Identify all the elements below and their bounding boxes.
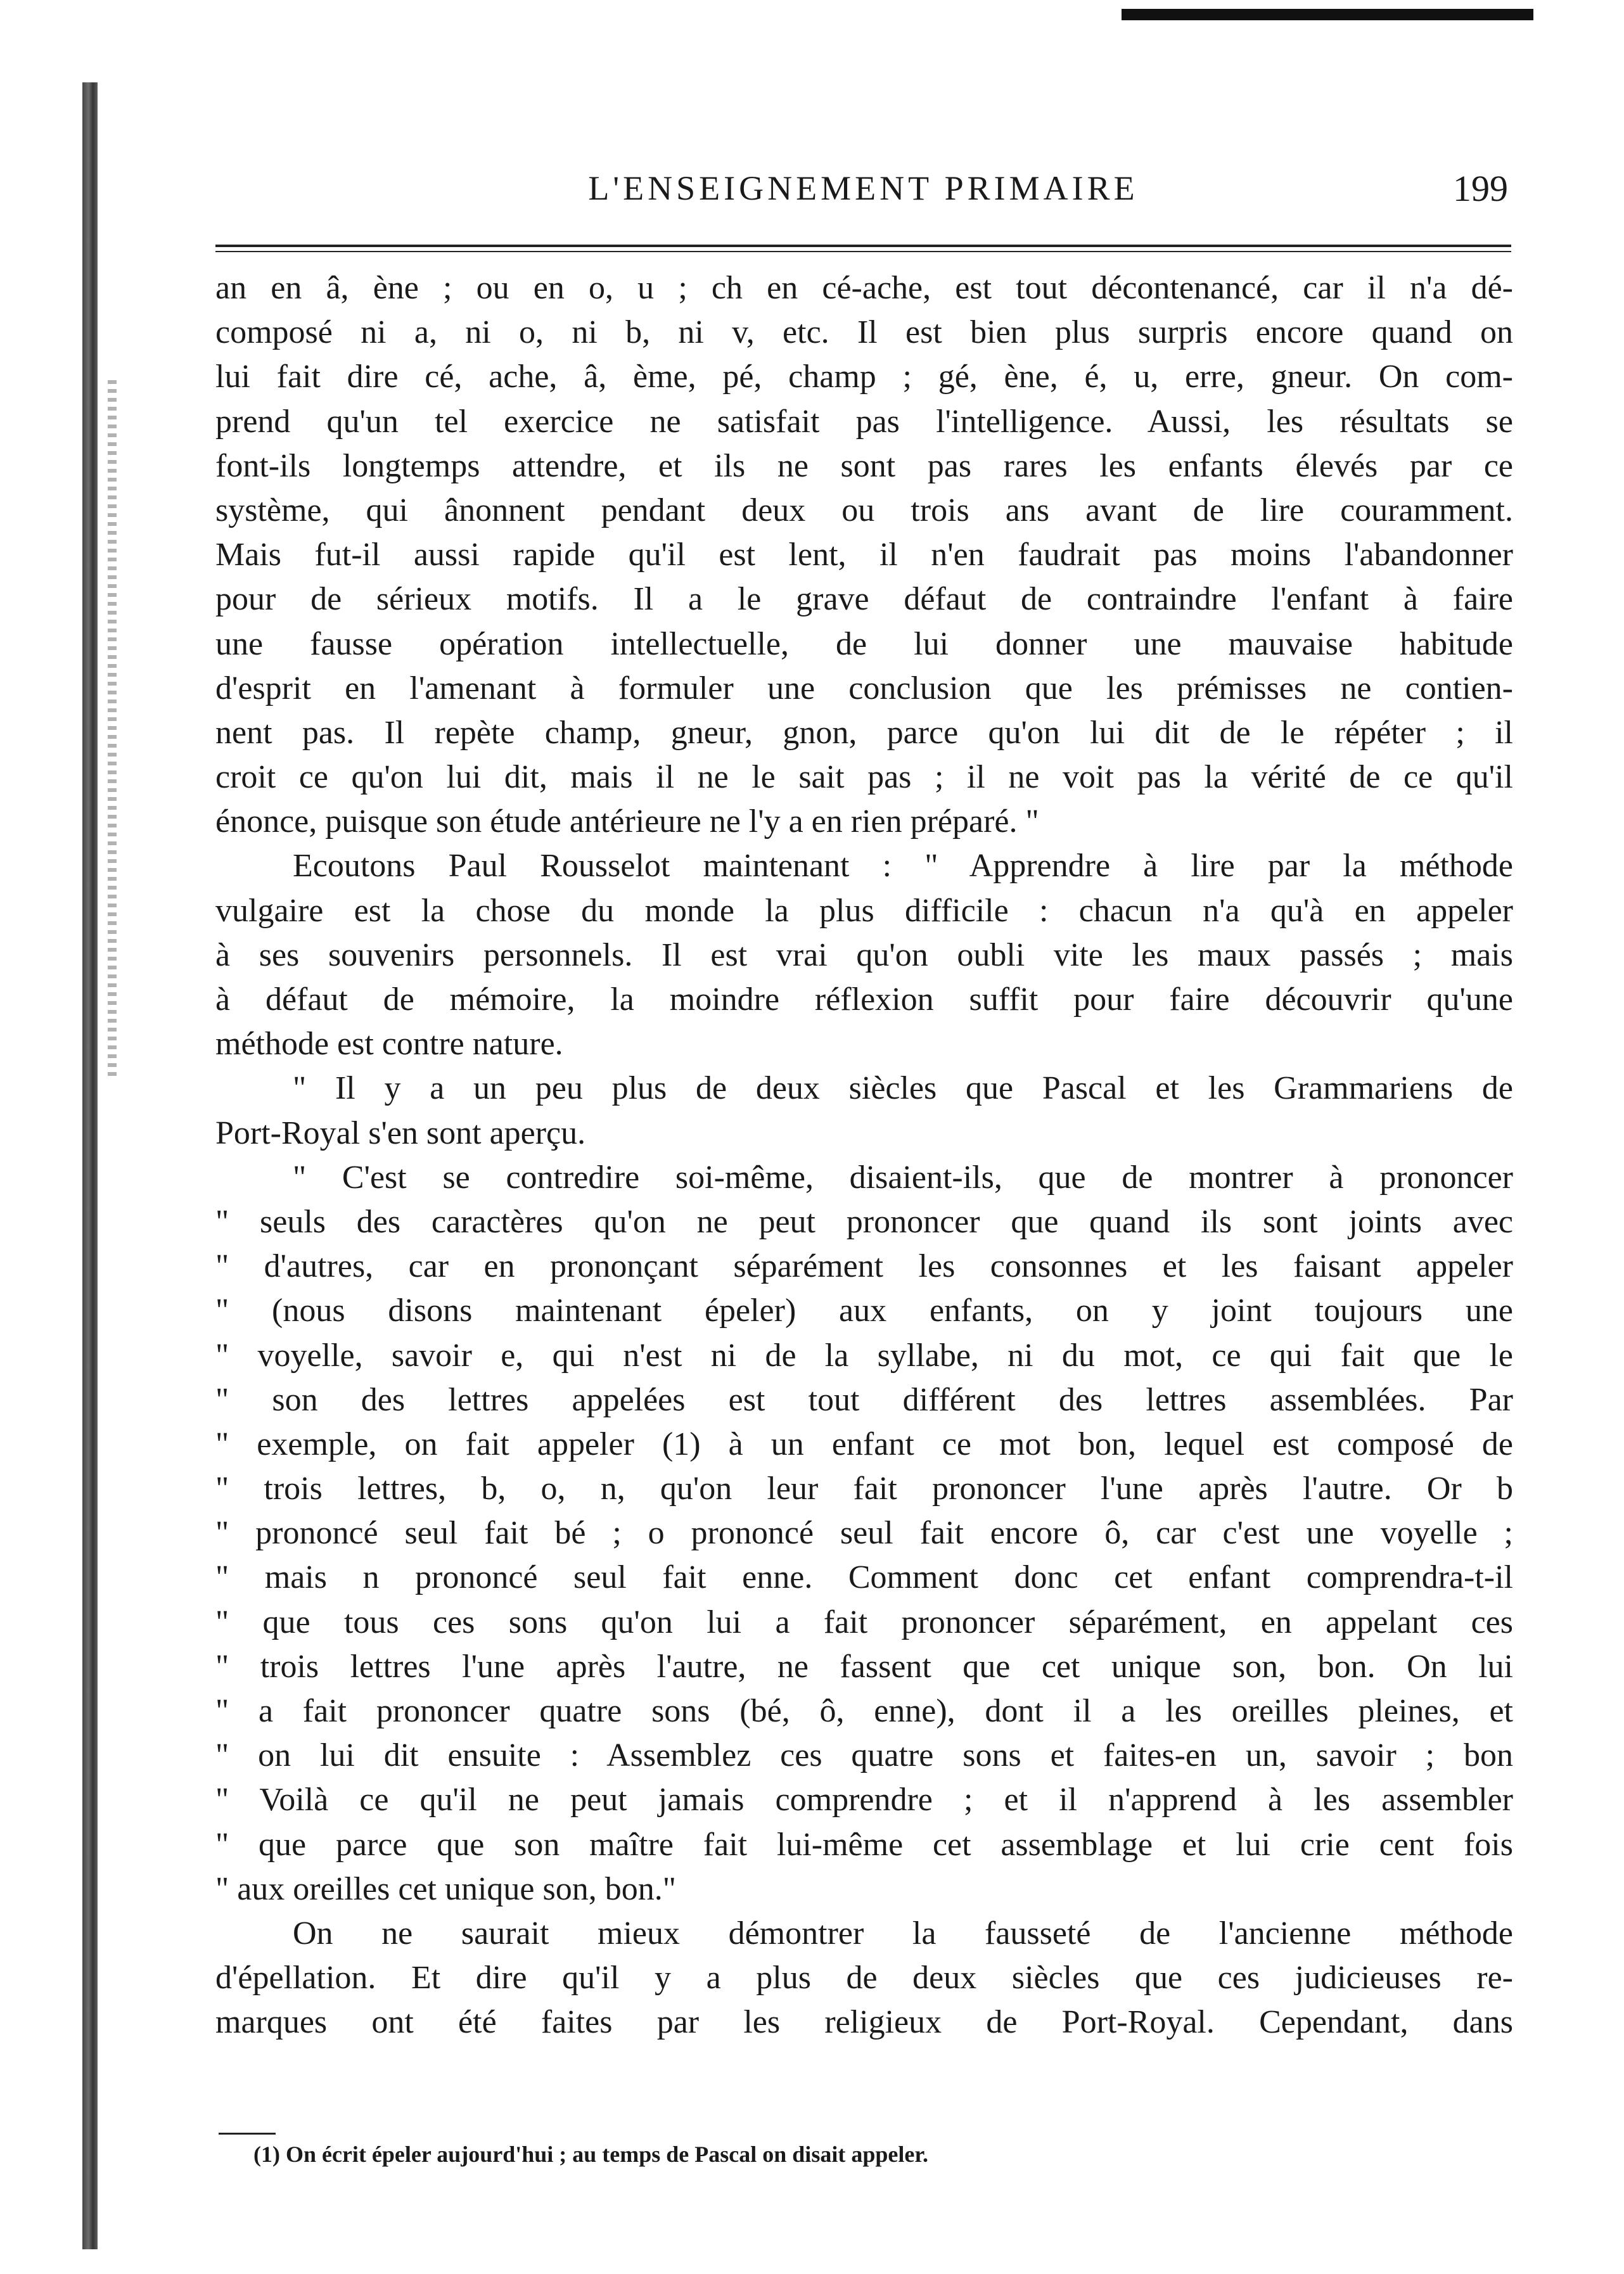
text-line: " voyelle, savoir e, qui n'est ni de la syllabe, ni du mot, ce qui fait que le (215, 1337, 1513, 1374)
text-line: Port-Royal s'en sont aperçu. (215, 1115, 586, 1151)
text-line: On ne saurait mieux démontrer la fausseté de l'ancienne méthode (293, 1915, 1513, 1951)
text-line: " C'est se contredire soi-même, disaient-ils, que de montrer à prononcer (293, 1159, 1513, 1196)
text-line: " exemple, on fait appeler (1) à un enfant ce mot bon, lequel est composé de (215, 1426, 1513, 1462)
running-head: L'ENSEIGNEMENT PRIMAIRE (588, 169, 1139, 207)
text-line: " on lui dit ensuite : Assemblez ces quatre sons et faites-en un, savoir ; bon (215, 1737, 1513, 1774)
page-number: 199 (1453, 168, 1508, 209)
text-line: à ses souvenirs personnels. Il est vrai qu'on oubli vite les maux passés ; mais (215, 936, 1513, 973)
text-line: lui fait dire cé, ache, â, ème, pé, champ ; gé, ène, é, u, erre, gneur. On com- (215, 359, 1513, 395)
footnote: (1) On écrit épeler aujourd'hui ; au temps de Pascal on disait appeler. (253, 2142, 928, 2167)
header-rule-thin (215, 251, 1511, 252)
text-line: " (nous disons maintenant épeler) aux enfants, on y joint toujours une (215, 1293, 1513, 1329)
page-header (219, 163, 1508, 214)
text-line: " Voilà ce qu'il ne peut jamais comprendre ; et il n'apprend à les assembler (215, 1782, 1513, 1818)
text-line: énonce, puisque son étude antérieure ne l'y a en rien préparé. " (215, 803, 1039, 840)
binding-edge (108, 380, 117, 1077)
text-line: " Il y a un peu plus de deux siècles que Pascal et les Grammariens de (293, 1070, 1513, 1107)
top-border-mark (1122, 9, 1533, 20)
text-line: d'épellation. Et dire qu'il y a plus de deux siècles que ces judicieuses re- (215, 1960, 1513, 1996)
text-line: prend qu'un tel exercice ne satisfait pas l'intelligence. Aussi, les résultats se (215, 403, 1513, 440)
text-line: font-ils longtemps attendre, et ils ne sont pas rares les enfants élevés par ce (215, 447, 1513, 484)
text-line: " d'autres, car en prononçant séparément les consonnes et les faisant appeler (215, 1248, 1513, 1285)
binding-shadow (82, 82, 98, 2249)
text-line: nent pas. Il repète champ, gneur, gnon, parce qu'on lui dit de le répéter ; il (215, 714, 1513, 751)
text-line: croit ce qu'on lui dit, mais il ne le sait pas ; il ne voit pas la vérité de ce qu'il (215, 759, 1513, 796)
text-line: Ecoutons Paul Rousselot maintenant : " Apprendre à lire par la méthode (293, 848, 1513, 885)
text-line: méthode est contre nature. (215, 1026, 563, 1063)
text-line: une fausse opération intellectuelle, de lui donner une mauvaise habitude (215, 625, 1513, 662)
text-line: " que tous ces sons qu'on lui a fait prononcer séparément, en appelant ces (215, 1604, 1513, 1640)
text-line: " que parce que son maître fait lui-même cet assemblage et lui crie cent fois (215, 1826, 1513, 1863)
text-line: vulgaire est la chose du monde la plus difficile : chacun n'a qu'à en appeler (215, 892, 1513, 929)
body-text (215, 266, 1513, 2045)
text-line: " trois lettres l'une après l'autre, ne fassent que cet unique son, bon. On lui (215, 1648, 1513, 1685)
text-line: " prononcé seul fait bé ; o prononcé seul fait encore ô, car c'est une voyelle ; (215, 1515, 1513, 1552)
text-line: an en â, ène ; ou en o, u ; ch en cé-ache, est tout décontenancé, car il n'a dé- (215, 270, 1513, 306)
text-line: " son des lettres appelées est tout différent des lettres assemblées. Par (215, 1381, 1513, 1418)
text-line: " trois lettres, b, o, n, qu'on leur fait prononcer l'une après l'autre. Or b (215, 1471, 1513, 1507)
text-line: " mais n prononcé seul fait enne. Comment donc cet enfant comprendra-t-il (215, 1559, 1513, 1596)
text-line: Mais fut-il aussi rapide qu'il est lent, il n'en faudrait pas moins l'abandonner (215, 537, 1513, 573)
text-line: à défaut de mémoire, la moindre réflexion suffit pour faire découvrir qu'une (215, 981, 1513, 1018)
text-line: marques ont été faites par les religieux de Port-Royal. Cependant, dans (215, 2004, 1513, 2041)
text-line: " aux oreilles cet unique son, bon." (215, 1870, 676, 1907)
header-rule (215, 245, 1511, 247)
text-line: d'esprit en l'amenant à formuler une conclusion que les prémisses ne contien- (215, 670, 1513, 706)
text-line: " seuls des caractères qu'on ne peut prononcer que quand ils sont joints avec (215, 1203, 1513, 1240)
footnote-rule (219, 2133, 276, 2135)
text-line: pour de sérieux motifs. Il a le grave défaut de contraindre l'enfant à faire (215, 581, 1513, 618)
text-line: système, qui ânonnent pendant deux ou trois ans avant de lire couramment. (215, 492, 1513, 528)
text-line: " a fait prononcer quatre sons (bé, ô, enne), dont il a les oreilles pleines, et (215, 1693, 1513, 1729)
text-line: composé ni a, ni o, ni b, ni v, etc. Il est bien plus surpris encore quand on (215, 314, 1513, 351)
